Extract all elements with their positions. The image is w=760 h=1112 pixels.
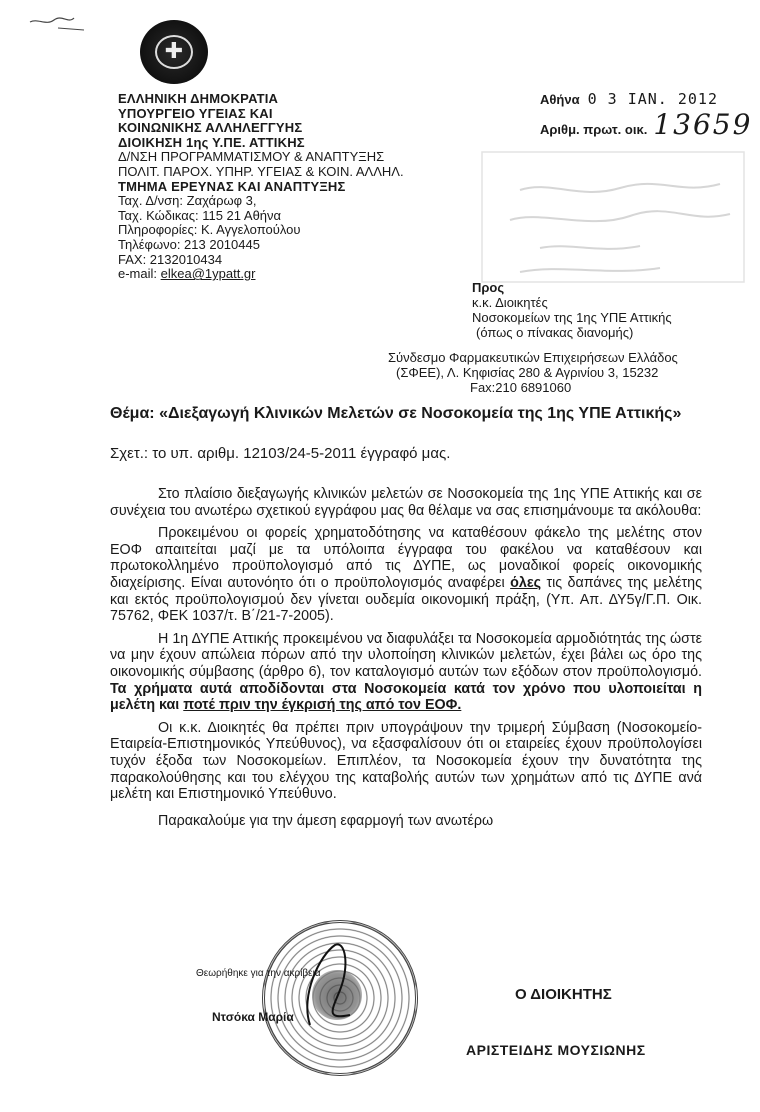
protocol-number: 13659 — [653, 108, 753, 141]
ministry-line: ΕΛΛΗΝΙΚΗ ΔΗΜΟΚΡΑΤΙΑ — [118, 91, 279, 106]
to-label: Προς — [472, 280, 505, 295]
email-label: e-mail: — [118, 266, 161, 282]
email-link[interactable]: elkea@1ypatt.gr — [160, 266, 256, 282]
director-name: ΑΡΙΣΤΕΙΔΗΣ ΜΟΥΣΙΩΝΗΣ — [466, 1042, 646, 1058]
contact-line: Τηλέφωνο: 213 2010445 — [118, 236, 260, 252]
greek-state-emblem — [140, 20, 208, 84]
protocol-label: Αριθμ. πρωτ. οικ. — [540, 122, 648, 137]
ministry-line: ΔΙΟΙΚΗΣΗ 1ης Υ.ΠΕ. ΑΤΤΙΚΗΣ — [118, 134, 305, 150]
department-line: ΠΟΛΙΤ. ΠΑΡΟΧ. ΥΠΗΡ. ΥΓΕΙΑΣ & ΚΟΙΝ. ΑΛΛΗΛ. — [118, 163, 404, 179]
org-line: Σύνδεσμο Φαρμακευτικών Επιχειρήσεων Ελλάδος — [388, 350, 678, 365]
body-text: Η 1η ΔΥΠΕ Αττικής προκειμένου να διαφυλάξει τα Νοσοκομεία αρμοδιότητάς της ώστε να μην έχουν απώλεια πόρων από την υλοποίηση κλινικών μελετών, έχει βάλει ως όρο της οικονομικής σύμβασης (άρθρο 6), τον καταλογισμό αυτών των εξόδων στον προϋπολογισμό. — [110, 630, 702, 680]
body-paragraph — [110, 525, 702, 625]
contact-line: Πληροφορίες: Κ. Αγγελοπούλου — [118, 222, 301, 238]
org-line: Fax:210 6891060 — [470, 380, 572, 395]
recipient-line: (όπως ο πίνακας διανομής) — [476, 325, 634, 340]
emphasis-all: όλες — [510, 574, 542, 591]
emphasis-text: Τα χρήματα αυτά αποδίδονται στα Νοσοκομεία κατά τον χρόνο που υλοποιείται η μελέτη και — [110, 680, 702, 714]
corner-scribble-mark — [28, 10, 88, 40]
handwritten-signature — [290, 935, 380, 1035]
section-name: ΤΜΗΜΑ ΕΡΕΥΝΑΣ ΚΑΙ ΑΝΑΠΤΥΞΗΣ — [118, 178, 346, 194]
recipients-block — [472, 280, 672, 340]
director-title: Ο ΔΙΟΙΚΗΤΗΣ — [515, 986, 612, 1003]
body-text: τις δαπάνες της μελέτης και εκτός προϋπολογισμού δεν γίνεται ουδεμία οικονομική πράξη, (Υπ. Απ. ΔΥ5γ/Γ.Π. Οικ. 75762, ΦΕΚ 1037/τ. Β΄/21-7-2005). — [110, 574, 703, 625]
subject-text: «Διεξαγωγή Κλινικών Μελετών σε Νοσοκομεία της 1ης ΥΠΕ Αττικής» — [159, 405, 682, 422]
recipient-line: Νοσοκομείων της 1ης ΥΠΕ Αττικής — [472, 310, 672, 325]
ministry-line: ΚΟΙΝΩΝΙΚΗΣ ΑΛΛΗΛΕΓΓΥΗΣ — [118, 120, 303, 136]
closing-paragraph: Παρακαλούμε για την άμεση εφαρμογή των ανωτέρω — [158, 812, 494, 829]
ministry-line: ΥΠΟΥΡΓΕΙΟ ΥΓΕΙΑΣ ΚΑΙ — [118, 105, 273, 121]
body-paragraph: Οι κ.κ. Διοικητές θα πρέπει πριν υπογράψουν την τριμερή Σύμβαση (Νοσοκομείο-Εταιρεία-Επιστημονικός Υπεύθυνος), να εξασφαλίσουν ότι οι εταιρείες έχουν προϋπολογίσει τυχόν έξοδα των Νοσοκομείων. Επιπλέον, τα Νοσοκομεία έχουν την δυνατότητα της παρακολούθησης και του ελέγχου της καταβολής αυτών των χρημάτων από τις ΔΥΠΕ ανά μελέτη και Επιστημονικό Υπεύθυνο. — [110, 719, 702, 803]
checker-name: Ντσόκα Μαρία — [212, 1010, 294, 1024]
recipient-organization — [388, 350, 678, 395]
recipient-line: κ.κ. Διοικητές — [472, 295, 548, 310]
cross-icon: ✚ — [155, 35, 193, 69]
org-line: (ΣΦΕΕ), Λ. Κηφισίας 280 & Αγρινίου 3, 15232 — [396, 365, 659, 380]
letter-body — [110, 486, 702, 835]
contact-line: Ταχ. Κώδικας: 115 21 Αθήνα — [118, 207, 282, 223]
email-line — [118, 267, 404, 282]
date-protocol-block — [540, 90, 752, 141]
contact-line: Ταχ. Δ/νση: Ζαχάρωφ 3, — [118, 193, 257, 209]
body-text: Προκειμένου οι φορείς χρηματοδότησης να καταθέσουν φάκελο της μελέτης στον ΕΟΦ απαιτείται μαζί με τα υπόλοιπα έγγραφα του φακέλου να καταθέσουν και πρωτοκολλημένο προϋπολογισμό από τις ΔΥΠΕ, ως μοναδικοί φορείς οικονομικής διαχείρισης. Είναι αυτονόητο ότι ο προϋπολογισμός αναφέρει — [110, 525, 702, 591]
subject-label: Θέμα: — [110, 405, 155, 422]
body-paragraph — [110, 631, 702, 714]
emphasis-underlined: ποτέ πριν την έγκρισή της από τον ΕΟΦ. — [183, 697, 462, 714]
place-label: Αθήνα — [540, 92, 580, 107]
reference-line: Σχετ.: το υπ. αριθμ. 12103/24-5-2011 έγγραφό μας. — [110, 445, 451, 462]
body-paragraph: Στο πλαίσιο διεξαγωγής κλινικών μελετών σε Νοσοκομεία της 1ης ΥΠΕ Αττικής και σε συνέχεια του ανωτέρω σχετικού εγγράφου μας θα θέλαμε να σας επισημάνουμε τα ακόλουθα: — [110, 486, 702, 519]
subject-line — [110, 404, 700, 424]
department-line: Δ/ΝΣΗ ΠΡΟΓΡΑΜΜΑΤΙΣΜΟΥ & ΑΝΑΠΤΥΞΗΣ — [118, 149, 385, 165]
bleed-through-marks — [480, 150, 750, 290]
contact-line: FAX: 2132010434 — [118, 251, 223, 267]
sender-letterhead — [118, 92, 404, 282]
checked-for-accuracy-note: Θεωρήθηκε για την ακρίβεια — [196, 968, 321, 979]
date-stamp: 0 3 ΙΑΝ. 2012 — [587, 90, 718, 108]
